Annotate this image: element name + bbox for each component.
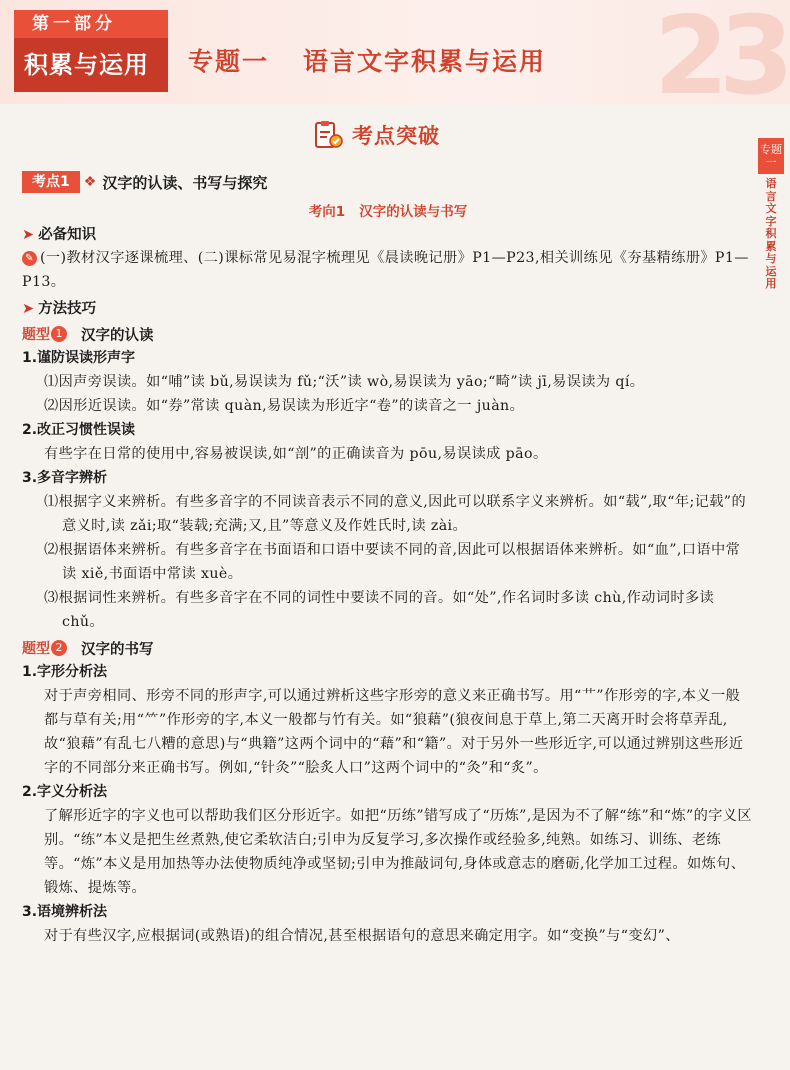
direction-title: 汉字的认读与书写 bbox=[359, 204, 468, 220]
type1-item-head: 3.多音字辨析 bbox=[22, 470, 108, 486]
side-tab-char: 字 bbox=[765, 214, 777, 228]
type1-item-paragraph: ⑵因形近误读。如“券”常读 quàn,易误读为形近字“卷”的读音之一 juàn。 bbox=[44, 398, 525, 414]
side-tab-title bbox=[758, 174, 784, 291]
type2-item-head: 1.字形分析法 bbox=[22, 664, 108, 680]
arrow-icon: ➤ bbox=[22, 301, 35, 317]
type2-title: 汉字的书写 bbox=[81, 641, 154, 658]
type1-num: 1 bbox=[51, 326, 67, 342]
type1-item-paragraph: ⑵根据语体来辨析。有些多音字在书面语和口语中要读不同的音,因此可以根据语体来辨析。如“血”,口语中常读 xiě,书面语中常读 xuè。 bbox=[44, 542, 741, 582]
type2-items bbox=[22, 660, 754, 948]
bibei-heading bbox=[22, 224, 754, 246]
type2-label: 题型 bbox=[22, 641, 50, 657]
arrow-icon: ➤ bbox=[22, 227, 35, 243]
kaodian-title: 汉字的认读、书写与探究 bbox=[102, 173, 268, 192]
type1-item-paragraph: ⑴因声旁误读。如“哺”读 bǔ,易误读为 fǔ;“沃”读 wò,易误读为 yāo;“畸”读 jī,易误读为 qí。 bbox=[44, 374, 645, 390]
type1-heading bbox=[22, 322, 754, 346]
type1-item-paragraph: ⑴根据字义来辨析。有些多音字的不同读音表示不同的意义,因此可以联系字义来辨析。如“载”,取“年;记载”的意义时,读 zǎi;取“装载;充满;又,且”等意义及作姓氏时,读 zài。 bbox=[44, 494, 747, 534]
part-label: 第一部分 bbox=[14, 10, 168, 38]
pin-icon: ✎ bbox=[22, 251, 37, 266]
page-header bbox=[0, 0, 790, 119]
section-banner-title: 考点突破 bbox=[352, 124, 440, 148]
type2-heading bbox=[22, 636, 754, 660]
bibei-text bbox=[22, 246, 754, 294]
kaodian-heading bbox=[22, 170, 754, 194]
type2-item-paragraph: 对于有些汉字,应根据词(或熟语)的组合情况,甚至根据语句的意思来确定用字。如“变换”与“变幻”、 bbox=[44, 928, 680, 944]
clipboard-icon bbox=[312, 119, 344, 151]
type1-title: 汉字的认读 bbox=[81, 327, 154, 344]
fangfa-heading-text: 方法技巧 bbox=[38, 301, 97, 317]
type2-num: 2 bbox=[51, 640, 67, 656]
type2-item-head: 3.语境辨析法 bbox=[22, 904, 108, 920]
section-banner bbox=[312, 118, 440, 152]
side-tab-char: 累 bbox=[765, 239, 777, 253]
type2-item-paragraph: 对于声旁相同、形旁不同的形声字,可以通过辨析这些字形旁的意义来正确书写。用“艹”作形旁的字,本义一般都与草有关;用“⺮”作形旁的字,本义一般都与竹有关。如“狼藉”(狼夜间息于草上,第二天离开时会将草弄乱,故“狼藉”有乱七八糟的意思)与“典籍”这两个词中的“藉”和“籍”。对于另外一些形近字,可以通过辨别这些形近字的不同部分来正确书写。例如,“针灸”“脍炙人口”这两个词中的“灸”和“炙”。 bbox=[44, 688, 744, 776]
topic-number: 专题一 bbox=[188, 47, 270, 76]
type1-label: 题型 bbox=[22, 327, 50, 343]
part-label-box bbox=[14, 10, 168, 96]
type2-item-head: 2.字义分析法 bbox=[22, 784, 108, 800]
kaodian-badge: 考点1 bbox=[22, 171, 80, 193]
direction-heading bbox=[22, 200, 754, 220]
side-tab-char: 用 bbox=[765, 277, 777, 290]
type1-item-paragraph: 有些字在日常的使用中,容易被误读,如“剖”的正确读音为 pōu,易误读成 pāo。 bbox=[44, 446, 548, 462]
type1-item-paragraph: ⑶根据词性来辨析。有些多音字在不同的词性中要读不同的音。如“处”,作名词时多读 chù,作动词时多读 chǔ。 bbox=[44, 590, 715, 630]
direction-label: 考向1 bbox=[308, 204, 346, 220]
topic-title bbox=[188, 42, 546, 78]
type1-items bbox=[22, 346, 754, 634]
main-content bbox=[22, 170, 754, 948]
side-tab-char: 语 bbox=[765, 177, 777, 190]
type2-item-paragraph: 了解形近字的字义也可以帮助我们区分形近字。如把“历练”错写成了“历炼”,是因为不了解“练”和“炼”的字义区别。“练”本义是把生丝煮熟,使它柔软洁白;引申为反复学习,多次操作或经验多,纯熟。如练习、训练、老练等。“炼”本义是用加热等办法使物质纯净或坚韧;引申为推敲词句,身体或意志的磨砺,化学加工过程。如炼句、锻炼、提炼等。 bbox=[44, 808, 752, 896]
side-tab bbox=[758, 138, 784, 318]
bibei-text-body: (一)教材汉字逐课梳理、(二)课标常见易混字梳理见《晨读晚记册》P1—P23,相关训练见《夯基精练册》P1—P13。 bbox=[22, 250, 749, 290]
type1-item-head: 1.谨防误读形声字 bbox=[22, 350, 136, 366]
fangfa-heading bbox=[22, 298, 754, 320]
side-tab-label: 专题一 bbox=[758, 138, 784, 174]
topic-name: 语言文字积累与运用 bbox=[303, 47, 547, 76]
side-tab-char: 言 bbox=[765, 189, 777, 203]
side-tab-char: 积 bbox=[765, 227, 777, 240]
flower-icon: ❖ bbox=[83, 174, 97, 190]
side-tab-char: 与 bbox=[765, 252, 777, 265]
header-decoration: 23 bbox=[653, 0, 784, 119]
bibei-heading-text: 必备知识 bbox=[38, 227, 97, 243]
part-name: 积累与运用 bbox=[14, 38, 168, 92]
type1-item-head: 2.改正习惯性误读 bbox=[22, 422, 136, 438]
side-tab-char: 文 bbox=[765, 202, 777, 215]
side-tab-char: 运 bbox=[765, 264, 777, 278]
